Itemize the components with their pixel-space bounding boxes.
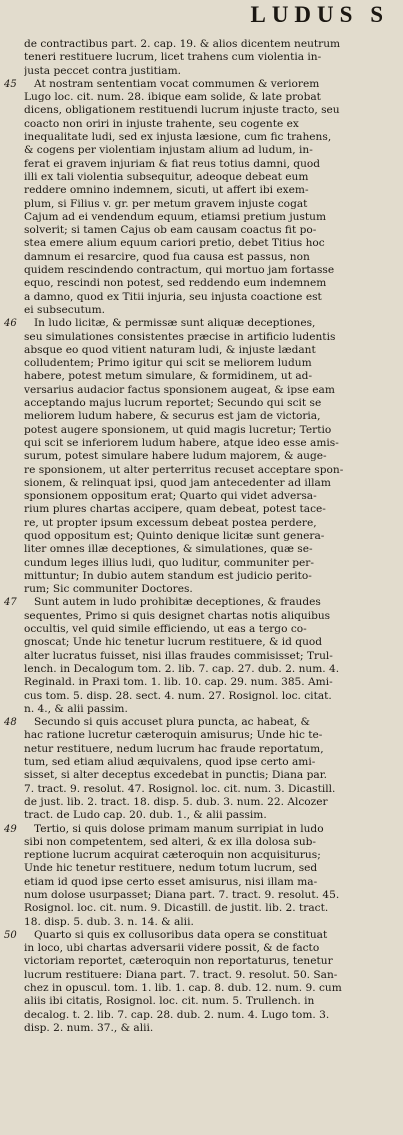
- text-line: plum, si Filius v. gr. per metum gravem injuste cogat: [24, 197, 308, 210]
- paragraph: [4, 822, 396, 929]
- text-line: versarius audacior factus sponsionem augeat, & ipse eam: [24, 383, 335, 396]
- text-line: ferat ei gravem injuriam & fiat reus totius damni, quod: [24, 157, 321, 170]
- text-line: qui scit se inferiorem ludum habere, atque ideo esse amis-: [24, 436, 339, 449]
- text-line: sionem, & relinquat ipsi, quod jam antecedenter ad illam: [24, 476, 331, 489]
- text-line: sequentes, Primo si quis designet chartas notis aliquibus: [24, 609, 331, 622]
- text-line: coacto non oriri in injuste trahente, seu cogente ex: [24, 117, 299, 130]
- text-line: seu simulationes consistentes præcise in artificio ludentis: [24, 330, 336, 343]
- text-line: disp. 2. num. 37., & alii.: [24, 1021, 154, 1034]
- text-line: sponsionem oppositum erat; Quarto qui videt adversa-: [24, 490, 317, 503]
- paragraph-number: 45: [4, 78, 17, 90]
- text-line: Unde hic tenetur restituere, nedum totum lucrum, sed: [24, 862, 318, 875]
- page-header: [0, 0, 403, 30]
- text-line: rium plures chartas accipere, quam debeat, potest tace-: [24, 503, 326, 516]
- paragraph: [4, 77, 396, 317]
- text-line: absque eo quod vitient naturam ludi, & injuste lædant: [24, 343, 316, 356]
- text-line: gnoscat; Unde hic tenetur lucrum restituere, & id quod: [24, 636, 323, 649]
- text-line: cundum leges illius ludi, quo luditur, communiter per-: [24, 556, 314, 569]
- text-line: meliorem ludum habere, & securus est jam de victoria,: [24, 410, 321, 423]
- paragraph: [24, 38, 396, 78]
- text-line: & cogens per violentiam injustam alium ad ludum, in-: [24, 144, 313, 157]
- paragraph: [4, 716, 396, 822]
- text-line: occultis, vel quid simile efficiendo, ut eas a tergo co-: [24, 623, 307, 636]
- text-line: stea emere alium equum cariori pretio, debet Titius hoc: [24, 237, 325, 250]
- text-line: decalog. t. 2. lib. 7. cap. 28. dub. 2. num. 4. Lugo tom. 3.: [24, 1008, 330, 1021]
- text-line: Tertio, si quis dolose primam manum surripiat in ludo: [34, 822, 324, 835]
- text-line: alter lucratus fuisset, nisi illas fraudes commisisset; Trul-: [24, 649, 333, 662]
- text-line: re sponsionem, ut alter perterritus recuset acceptare spon-: [24, 463, 344, 476]
- paragraph-number: 48: [4, 717, 17, 729]
- text-line: sisset, si alter deceptus excedebat in punctis; Diana par.: [24, 769, 327, 782]
- text-line: reptione lucrum acquirat cæteroquin non acquisiturus;: [24, 849, 321, 862]
- text-line: surum, potest simulare habere ludum majorem, & auge-: [24, 450, 327, 463]
- page-body: [4, 38, 396, 1035]
- text-line: hac ratione lucretur cæteroquin amisurus; Unde hic te-: [24, 729, 323, 742]
- text-line: colludentem; Primo igitur qui scit se meliorem ludum: [24, 357, 312, 370]
- text-line: victoriam reportet, cæteroquin non reportaturus, tenetur: [24, 955, 333, 968]
- text-line: Sunt autem in ludo prohibitæ deceptiones, & fraudes: [34, 596, 321, 609]
- paragraph-number: 50: [4, 929, 17, 941]
- text-line: re, ut propter ipsum excessum debeat postea perdere,: [24, 516, 317, 529]
- text-line: Reginald. in Praxi tom. 1. lib. 10. cap. 29. num. 385. Ami-: [24, 676, 333, 689]
- text-line: Secundo si quis accuset plura puncta, ac habeat, &: [34, 716, 310, 729]
- text-line: cus tom. 5. disp. 28. sect. 4. num. 27. Rosignol. loc. citat.: [24, 689, 332, 702]
- text-line: tum, sed etiam aliud æquivalens, quod ipse certo ami-: [24, 756, 316, 769]
- text-line: quidem rescindendo contractum, qui mortuo jam fortasse: [24, 264, 335, 277]
- text-line: reddere omnino indemnem, sicuti, ut affert ibi exem-: [24, 184, 309, 197]
- text-line: rum; Sic communiter Doctores.: [24, 583, 193, 596]
- text-line: damnum ei resarcire, quod fua causa est passus, non: [24, 250, 310, 263]
- text-line: teneri restituere lucrum, licet trahens cum violentia in-: [24, 51, 322, 64]
- text-line: in loco, ubi chartas adversarii videre possit, & de facto: [24, 942, 320, 955]
- text-line: Lugo loc. cit. num. 28. ibique eam solide, & late probat: [24, 91, 321, 104]
- text-line: n. 4., & alii passim.: [24, 702, 128, 715]
- text-line: At nostram sententiam vocat commumen & veriorem: [34, 77, 320, 90]
- text-line: de just. lib. 2. tract. 18. disp. 5. dub. 3. num. 22. Alcozer: [24, 795, 328, 808]
- text-line: 18. disp. 5. dub. 3. n. 14. & alii.: [24, 915, 194, 928]
- text-line: de contractibus part. 2. cap. 19. & alios dicentem neutrum: [24, 38, 341, 50]
- text-line: sibi non competentem, sed alteri, & ex illa dolosa sub-: [24, 835, 317, 848]
- paragraph: [4, 596, 396, 716]
- text-line: 7. tract. 9. resolut. 47. Rosignol. loc. cit. num. 3. Dicastill.: [24, 782, 336, 795]
- paragraph-number: 47: [4, 597, 17, 609]
- text-line: Cajum ad ei vendendum equum, etiamsi pretium justum: [24, 210, 327, 223]
- text-line: inequalitate ludi, sed ex injusta læsione, cum fic trahens,: [24, 131, 332, 144]
- text-line: Quarto si quis ex collusoribus data opera se constituat: [34, 928, 328, 941]
- paragraph: [4, 317, 396, 596]
- text-line: solverit; si tamen Cajus ob eam causam coactus fit po-: [24, 224, 317, 237]
- text-line: illi ex tali violentia subsequitur, adeoque debeat eum: [24, 170, 309, 183]
- text-line: a damno, quod ex Titii injuria, seu injusta coactione est: [24, 290, 322, 303]
- text-line: dicens, obligationem restituendi lucrum injuste tracto, seu: [24, 104, 340, 117]
- running-title: LUDUS S: [250, 2, 389, 27]
- text-line: Rosignol. loc. cit. num. 9. Dicastill. de justit. lib. 2. tract.: [24, 902, 329, 915]
- text-line: potest augere sponsionem, ut quid magis lucretur; Tertio: [24, 423, 332, 436]
- text-line: equo, rescindi non potest, sed reddendo eum indemnem: [24, 277, 327, 290]
- text-line: chez in opuscul. tom. 1. lib. 1. cap. 8. dub. 12. num. 9. cum: [24, 982, 342, 995]
- text-line: num dolose usurpasset; Diana part. 7. tract. 9. resolut. 45.: [24, 889, 340, 901]
- text-line: netur restituere, nedum lucrum hac fraude reportatum,: [24, 742, 324, 755]
- paragraph-number: 49: [4, 823, 17, 835]
- text-line: acceptando majus lucrum reportet; Secundo qui scit se: [24, 397, 322, 410]
- paragraph: [4, 928, 396, 1035]
- text-line: lucrum restituere: Diana part. 7. tract. 9. resolut. 50. San-: [24, 968, 338, 981]
- text-line: ei subsecutum.: [24, 303, 106, 316]
- text-line: justa peccet contra justitiam.: [24, 64, 181, 77]
- text-line: In ludo licitæ, & permissæ sunt aliquæ deceptiones,: [34, 317, 316, 330]
- paragraph-number: 46: [4, 318, 17, 330]
- text-line: etiam id quod ipse certo esset amisurus, nisi illam ma-: [24, 875, 318, 888]
- text-line: mittuntur; In dubio autem standum est judicio perito-: [24, 569, 312, 582]
- text-line: tract. de Ludo cap. 20. dub. 1., & alii passim.: [24, 809, 267, 822]
- text-line: aliis ibi citatis, Rosignol. loc. cit. num. 5. Trullench. in: [24, 995, 315, 1008]
- text-line: habere, potest metum simulare, & formidinem, ut ad-: [24, 370, 313, 383]
- text-line: lench. in Decalogum tom. 2. lib. 7. cap. 27. dub. 2. num. 4.: [24, 662, 340, 675]
- text-line: quod oppositum est; Quinto denique licitæ sunt genera-: [24, 529, 325, 542]
- text-line: liter omnes illæ deceptiones, & simulationes, quæ se-: [24, 543, 313, 556]
